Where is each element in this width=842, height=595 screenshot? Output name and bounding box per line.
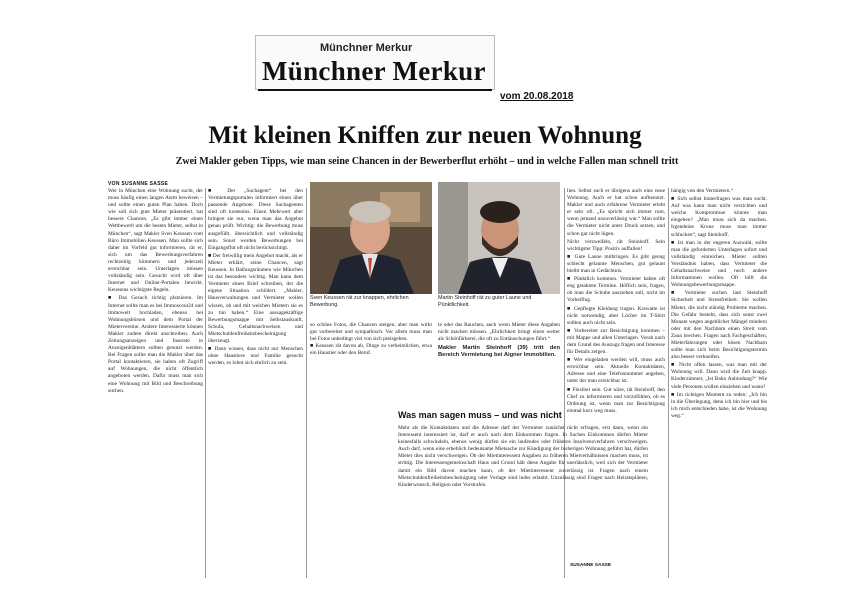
paragraph: ■ Gepflegte Kleidung tragen. Krawatte ist nicht notwendig, aber Löcher im T-Shirt sollten auch nicht sein. xyxy=(567,305,665,326)
paragraph: lien. Selbst such er übrigens auch eine neue Wohnung. Auch er hat schon aufbenutzt. Makler und auch erfahrene Vermieter erlebt er sehr oft. „Es spricht sich immer rum, wenn jemand unzuverlässig war.“ Man sollte die Vermieter nicht unter Druck setzen, und schon gar nicht lügen. xyxy=(567,188,665,237)
author-note: Makler Martin Steinhoff (39) tritt den Bereich Vermietung bei Aigner Immobilien. xyxy=(438,345,560,358)
masthead-small: Münchner Merkur xyxy=(320,42,413,54)
photo-sven-keussen xyxy=(310,182,432,294)
info-box-title: Was man sagen muss – und was nicht xyxy=(398,410,562,420)
subheadline: Zwei Makler geben Tipps, wie man seine Chancen in der Bewerberflut erhöht – und in welche Fallen man schnell tritt xyxy=(175,156,679,167)
paragraph: Wer in München eine Wohnung sucht, der muss häufig einen langen Atem beweisen – und sollte einen guten Plan haben. Doch wie soll sich gute Mieter präsentiert, hat bessere Chancen. „Es gibt immer einen Wettbewerb um die besten Mieter, selbst in München“, sagt Makler Sven Keussen vom Büro Immobilien Keussen. Man sollte sich daher im Vorfeld gut informieren, rät er, sich um das Bewerbungsverfahren rechtzeitig kümmern und jederzeit erreichbar sein. Unterlagen müssen vollständig sein. Gesucht wird oft über Internet und Online-Portalen bewirkt. Keussens wichtigste Regeln. xyxy=(108,188,203,294)
paragraph: ■ Sich selbst hinterfragen was man sucht. Auf was kann man nicht verzichten und welche Kompromisse könnte man eingehen? „Man muss sich da machen. Irgendeine Krone muss man immer schlucken“, sagt Steinhoff. xyxy=(671,196,767,238)
paragraph: ■ Gute Laune mitbringen. Es gibt genug schlecht gelaunte Menschen, gut gelaunt bleibt man in Gedächtnis. xyxy=(567,253,665,275)
paragraph: ■ Flexibel sein. Gut wäre, rät Steinhoff, den Chef zu informieren und vorzufühlen, ob es Ordnung ist, wenn man zur Besichtigung einmal kurz weg muss. xyxy=(567,386,665,414)
paragraph: ■ Nicht offen lassen, was man mit der Wohnung will. Dann wird die Zeit knapp. Kinderzimmer, „Ist Bahn Anbindung?“ Wie viele Personen wollen einziehen und wann? xyxy=(671,362,767,390)
text-block-mid-right xyxy=(438,322,560,382)
masthead-rule xyxy=(258,89,492,91)
paragraph: ■ Vermieter suchen laut Steinhoff Sicherheit und Stressfreiheit. Sie wollen Mieter, die nicht ständig Probleme machen. Die Gefahr besteht, dass sich sonst zwei Monate wegen angeblicher Mängel mindern oder mit den Nachbarn einen Streit vom Zaun brechen. Fragen nach Fachgeschäften, Mieterfahrungen oder bösen Nachbarn sollte man sich beim Besichtigungstermin also besser verkneifen. xyxy=(671,290,767,361)
paragraph: le oder das Rauchen, auch wenn Mieter diese Angaben nicht machen müssen. „Ehrlichkeit bringt einen weiter als Schönfärberei, die oft zu Enttäuschungen führt.“ xyxy=(438,322,560,342)
column-divider xyxy=(306,188,307,578)
photo-caption-2: Martin Steinhoff rät zu guter Laune und Pünktlichkeit. xyxy=(438,295,532,308)
paragraph: so schöne Fotos, die Chancen steigen, aber man wirkt gut vorbereitet und sympathisch. Vor allem muss man bei Fotos unbedingt viel von sich preisgeben. xyxy=(310,322,432,342)
paragraph: ■ Dann wissen, dass nicht nur Menschen ohne Haustiere und Familie gesucht werden, es lohnt sich ehrlich zu sein. xyxy=(208,346,303,367)
text-block-mid-left xyxy=(310,322,432,382)
photo-caption-1: Sven Keussen rät zur knappen, ehrlichen Bewerbung. xyxy=(310,295,409,308)
paragraph: ■ Wer eingeladen werden will, muss auch erreichbar sein. Aktuelle Kontaktdaten, Adresse und eine Telefonnummer angeben, unter der man erreichbar ist. xyxy=(567,357,665,385)
portrait-image xyxy=(310,182,432,294)
paragraph: ■ Im richtigen Moment zu reden: „Ich bin in die Überlegung, denn ich bin hier und bis ich mich entschieden habe, ist die Wohnung weg.“ xyxy=(671,391,767,419)
portrait-image xyxy=(438,182,560,294)
paragraph: ■ Ist man in der engeren Auswahl, sollte man die geforderten Unterlagen sofort und vollständig einreichen. Mieter sollten Verständnis haben, dass Vermieter die Gehaltsnachweise und noch andere Informationen wollen. Oft hilft die Wohnungsbewerbungsmappe. xyxy=(671,239,767,289)
info-box-text: Mehr als die Kontaktdaten und die Adresse darf der Vermieter zunächst nicht erfragen, erst dann, wenn ein Interessent interessiert ist, darf er auch nach dem Einkommen fragen. In Sachen Einkommen dürfen Mieter keinesfalls schwindeln, ebenso wenig dürfen sie ein laufendes oder früheres Insolvenzverfahren verschweigen. Auch darf, wenn eine erheblich bedeutsame Mietsache zur Kündigung der bisherigen Wohnung geführt hat, dürfen Mieter dies nicht verschweigen. Ob der Mietinteressent Angaben zu früheren Mietverhältnissen machen muss, ist strittig. Die Interessengemeinschaft Haus und Grund hält diese Angabe für unerlässlich, weil sich der Vermieter damit ein Bild davon machen kann, ob der Mietinteressent zuverlässig ist. Fragen nach einem Mietschuldenfreiheitsbescheinigung oder Vorlage sind indes erlaubt. Unzulässig sind Fragen nach Heiratsplänen, Kinderwunsch, Religion oder Vorstrafen. xyxy=(398,425,648,488)
column-1 xyxy=(108,188,203,578)
info-box-author: SUSANNE SASSE xyxy=(570,563,612,568)
photo-martin-steinhoff xyxy=(438,182,560,294)
column-5 xyxy=(671,188,767,578)
publication-date: vom 20.08.2018 xyxy=(500,91,574,102)
paragraph: ■ Der freiwillig mein Angebot macht, als er Mieter erklärt, seine Chancen, sagt Keussen. In Ballungsräumen wie München ist das besonders wichtig. Man kann dem Vermieter einen Brief schreiben, der die eigene Situation schildert. „Makler, Hausverwaltungen und Vermieter wollen wissen, ob und mit welchen Mietern sie es zu tun haben.“ Eine aussagekräftige Bewerbungsmappe mit Selbstauskunft, Schufa, Gehaltsnachweisen und Mietschuldenfreiheitsbescheinigung überzeugt. xyxy=(208,252,303,344)
column-2 xyxy=(208,188,303,578)
masthead-title: Münchner Merkur xyxy=(262,56,486,86)
paragraph: ■ Der „Suchagent“ bei den Vermietungsportalen informiert einen über passende Angebote. Diese Suchagenten sind oft kostenlos. Einen Mehrwert aber bringen sie nur, wenn man das Angebot genau prüft. Wichtig: die Bewerbung muss ausgefüllt, übersichtlich und vollständig sein. Sonst werden Bewerbungen bei Eingangsflut oft nicht berücksichtigt. xyxy=(208,188,303,251)
column-divider xyxy=(668,188,669,578)
paragraph: ■ Das Gesuch richtig platzieren. Im Internet sollte man es bei Immoscout24 und Immowelt hochladen, ebenso bei Wohnungsbörsen und dem Portal der Mietervereine. Andere Interessierte können Makler zudem direkt anschreiben. Auch Zeitungsanzeigen und Inserate in Anzeigenblättern sollten genutzt werden. Bei Fragen sollte man die Makler über das Portal kontaktieren, sie haben oft Zugriff auf Wohnungen, die nicht öffentlich angeboten werden. Dafür muss man sich eine Wohnung mit Bild und Beschreibung suchen. xyxy=(108,295,203,394)
masthead xyxy=(255,35,495,90)
column-divider xyxy=(205,188,206,578)
paragraph: hängig von den Vermietern.“ xyxy=(671,188,734,194)
byline: VON SUSANNE SASSE xyxy=(108,181,169,187)
paragraph: ■ Keussen rät davon ab, Dinge zu verheimlichen, etwa ein Haustier oder den Beruf. xyxy=(310,343,432,356)
paragraph: Nicht verzweifeln, rät Steinhoff. Sein wichtigster Tipp: Positiv auffallen! xyxy=(567,238,665,252)
paragraph: ■ Vorbereitet zur Besichtigung kommen – mit Mappe und allen Unterlagen. Vorab nach dem Grund des Auszugs fragen und Interesse für Details zeigen. xyxy=(567,327,665,356)
paragraph: ■ Pünktlich kommen. Vermieter haben oft eng getaktete Termine. Höflich sein, fragen, ob man die Schuhe ausziehen soll, nicht im Vorbeiflug. xyxy=(567,276,665,304)
headline: Mit kleinen Kniffen zur neuen Wohnung xyxy=(208,122,642,149)
